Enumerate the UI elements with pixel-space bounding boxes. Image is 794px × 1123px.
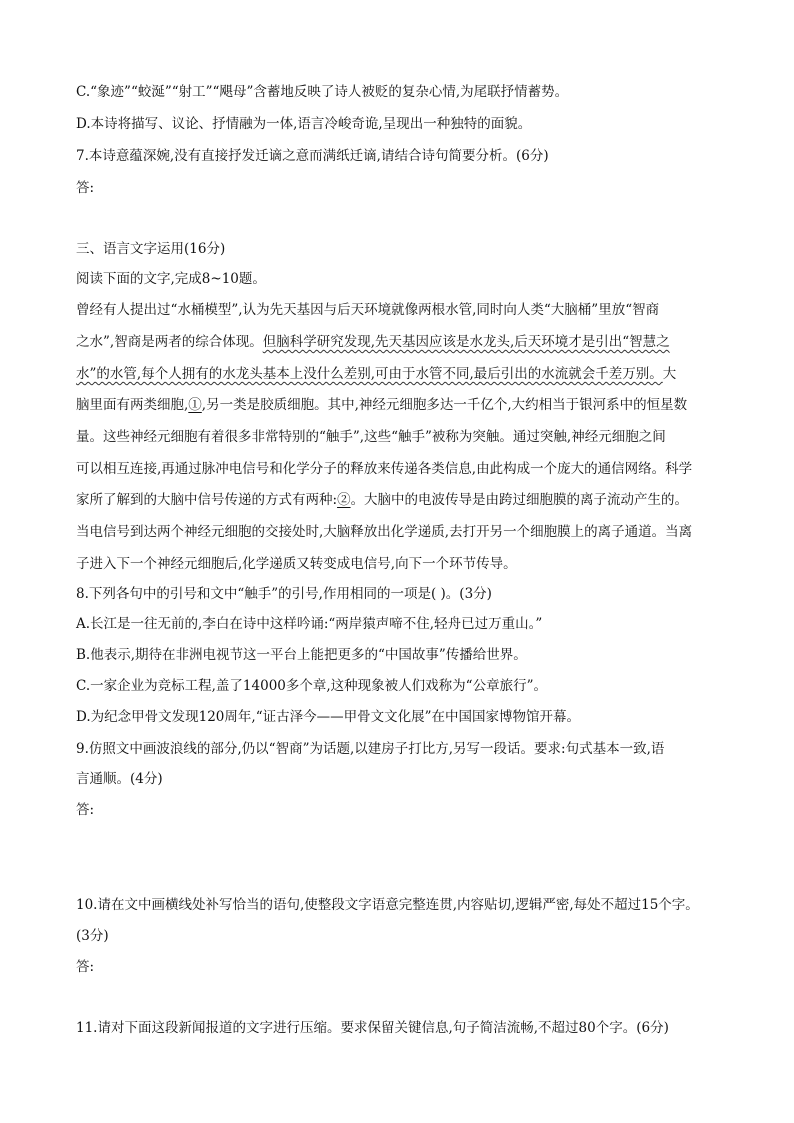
q11-question: 11.请对下面这段新闻报道的文字进行压缩。要求保留关键信息,句子简洁流畅,不超过80个字。(6分) [76, 1020, 669, 1036]
passage-text: 。大脑中的电波传导是由跨过细胞膜的离子流动产生的。 [350, 492, 689, 508]
q9-question-line-1: 9.仿照文中画波浪线的部分,仍以“智商”为话题,以建房子打比方,另写一段话。要求:句式基本一致,语 [76, 741, 665, 757]
passage-text: 大 [662, 366, 677, 382]
q9-question-line-2: 言通顺。(4分) [76, 771, 163, 787]
q8-option-c: C.一家企业为竞标工程,盖了14000多个章,这种现象被人们戏称为“公章旅行”。 [76, 678, 547, 694]
passage-line: 可以相互连接,再通过脉冲电信号和化学分子的释放来传递各类信息,由此构成一个庞大的通信网络。科学 [76, 461, 693, 477]
passage-line [76, 333, 726, 351]
q8-option-b: B.他表示,期待在非洲电视节这一平台上能把更多的“中国故事”传播给世界。 [76, 647, 527, 663]
q6-option-c: C.“象迹”“蛟涎”“射工”“飓母”含蓄地反映了诗人被贬的复杂心情,为尾联抒情蓄势。 [76, 84, 569, 100]
q8-option-a: A.长江是一往无前的,李白在诗中这样吟诵:“两岸猿声啼不住,轻舟已过万重山。” [76, 616, 543, 632]
q8-question: 8.下列各句中的引号和文中“触手”的引号,作用相同的一项是( )。(3分) [76, 586, 492, 602]
blank-marker-2: ② [337, 492, 351, 508]
reading-instruction: 阅读下面的文字,完成8~10题。 [76, 271, 266, 287]
section-title: 三、语言文字运用(16分) [76, 241, 226, 257]
passage-line: 子进入下一个神经元细胞后,化学递质又转变成电信号,向下一个环节传导。 [76, 556, 517, 572]
q10-question-line-1: 10.请在文中画横线处补写恰当的语句,使整段文字语意完整连贯,内容贴切,逻辑严密,每处不超过15个字。 [76, 897, 699, 913]
answer-label: 答: [76, 180, 95, 196]
passage-line [76, 491, 726, 509]
passage-text: 脑里面有两类细胞, [76, 397, 189, 413]
wavy-underlined-text: 但脑科学研究发现,先天基因应该是水龙头,后天环境才是引出“智慧之 [262, 334, 670, 350]
passage-text: 家所了解到的大脑中信号传递的方式有两种: [76, 492, 338, 508]
passage-line: 当电信号到达两个神经元细胞的交接处时,大脑释放出化学递质,去打开另一个细胞膜上的离子通道。当离 [76, 524, 693, 540]
passage-line: 曾经有人提出过“水桶模型”,认为先天基因与后天环境就像两根水管,同时向人类“大脑桶”里放“智商 [76, 302, 660, 318]
passage-line: 量。这些神经元细胞有着很多非常特别的“触手”,这些“触手”被称为突触。通过突触,神经元细胞之间 [76, 429, 666, 445]
passage-line [76, 396, 726, 414]
passage-text: ,另一类是胶质细胞。其中,神经元细胞多达一千亿个,大约相当于银河系中的恒星数 [201, 397, 688, 413]
blank-marker-1: ① [188, 397, 202, 413]
q8-option-d: D.为纪念甲骨文发现120周年,“证古泽今——甲骨文文化展”在中国国家博物馆开幕。 [76, 709, 580, 725]
q7-question: 7.本诗意蕴深婉,没有直接抒发迁谪之意而满纸迁谪,请结合诗句简要分析。(6分) [76, 148, 549, 164]
answer-label: 答: [76, 802, 95, 818]
answer-label: 答: [76, 959, 95, 975]
passage-text: 之水”,智商是两者的综合体现。 [76, 334, 263, 350]
passage-line [76, 365, 726, 383]
wavy-underlined-text: 水”的水管,每个人拥有的水龙头基本上没什么差别,可由于水管不同,最后引出的水流就会千差万别。 [76, 366, 663, 382]
q6-option-d: D.本诗将描写、议论、抒情融为一体,语言冷峻奇诡,呈现出一种独特的面貌。 [76, 116, 532, 132]
q10-question-line-2: (3分) [76, 928, 109, 944]
